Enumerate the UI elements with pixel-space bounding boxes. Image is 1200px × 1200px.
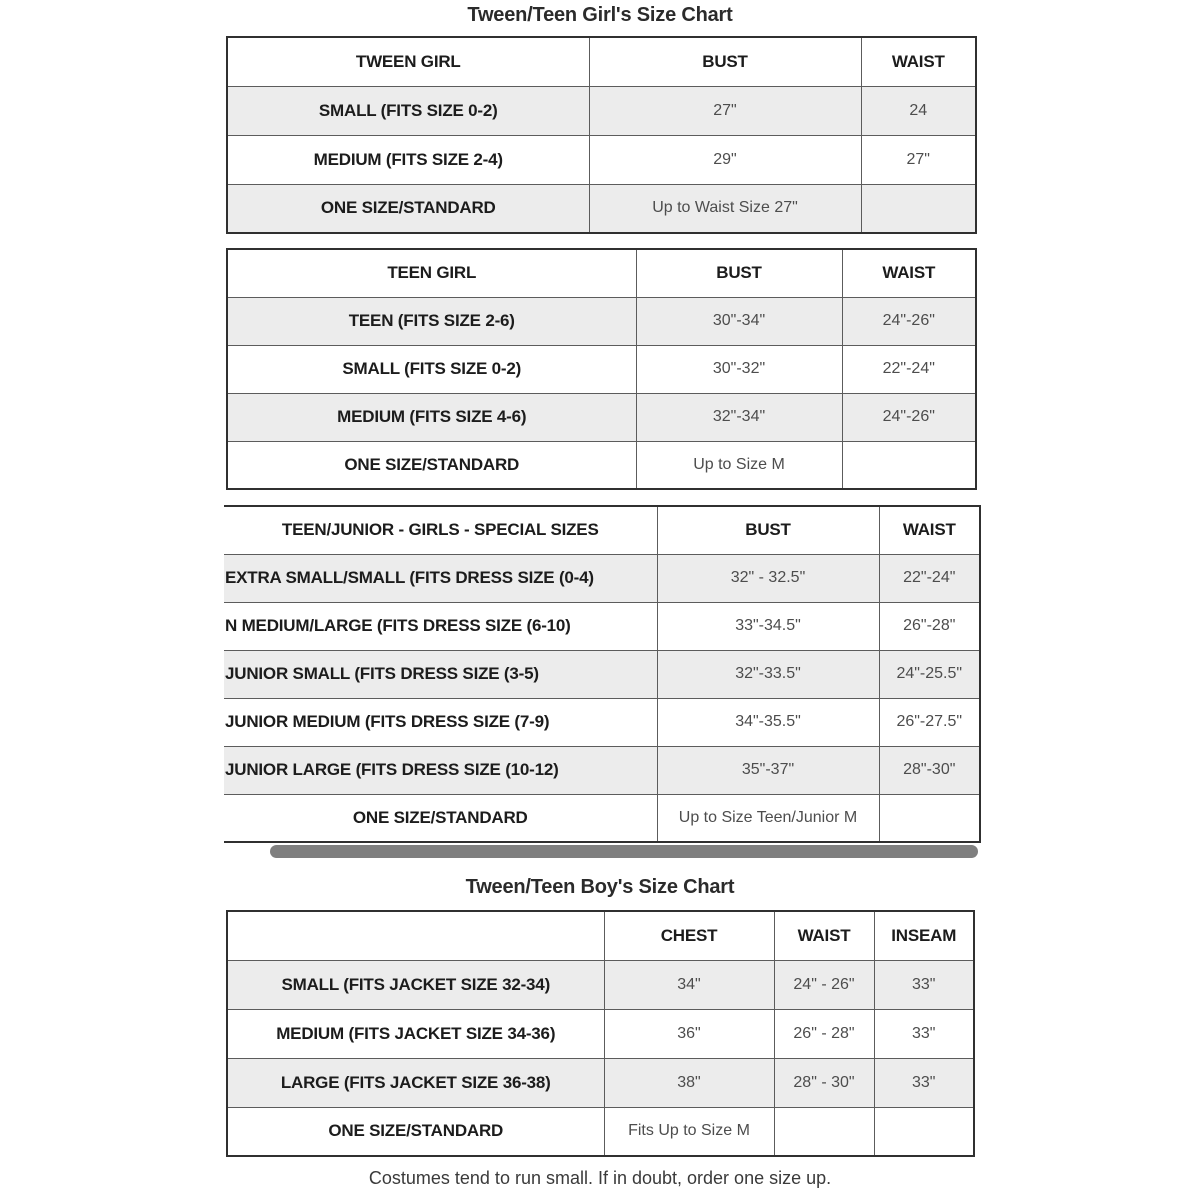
row-label-cell: LARGE (FITS JACKET SIZE 36-38)	[227, 1058, 604, 1107]
value-cell: 33"	[874, 1009, 974, 1058]
table-row	[227, 184, 976, 233]
row-label-cell: N MEDIUM/LARGE (FITS DRESS SIZE (6-10)	[224, 602, 657, 650]
table-row	[224, 554, 980, 602]
header-cell: WAIST	[861, 37, 976, 86]
table-row	[224, 650, 980, 698]
value-cell: 34"	[604, 960, 774, 1009]
tween-teen-boy-size-table	[226, 910, 975, 1157]
table-row	[227, 1107, 974, 1156]
row-label-cell: SMALL (FITS JACKET SIZE 32-34)	[227, 960, 604, 1009]
value-cell: 34"-35.5"	[657, 698, 879, 746]
header-cell: BUST	[589, 37, 861, 86]
value-cell: 26"-28"	[879, 602, 980, 650]
table-row	[224, 794, 980, 842]
header-cell: BUST	[657, 506, 879, 554]
value-cell: 36"	[604, 1009, 774, 1058]
value-cell: 22"-24"	[842, 345, 976, 393]
value-cell: 33"	[874, 960, 974, 1009]
value-cell: Fits Up to Size M	[604, 1107, 774, 1156]
value-cell: 38"	[604, 1058, 774, 1107]
header-cell: TWEEN GIRL	[227, 37, 589, 86]
header-cell: WAIST	[842, 249, 976, 297]
boys-size-chart-title: Tween/Teen Boy's Size Chart	[465, 876, 735, 898]
value-cell	[861, 184, 976, 233]
row-label-cell: ONE SIZE/STANDARD	[227, 441, 636, 489]
table-row	[227, 393, 976, 441]
value-cell: 27"	[589, 86, 861, 135]
row-label-cell: TEEN (FITS SIZE 2-6)	[227, 297, 636, 345]
value-cell: Up to Size M	[636, 441, 842, 489]
table-row	[227, 1009, 974, 1058]
value-cell: 24" - 26"	[774, 960, 874, 1009]
row-label-cell: SMALL (FITS SIZE 0-2)	[227, 86, 589, 135]
row-label-cell: MEDIUM (FITS JACKET SIZE 34-36)	[227, 1009, 604, 1058]
table-row	[227, 86, 976, 135]
table-row	[224, 602, 980, 650]
header-cell	[227, 911, 604, 960]
value-cell: 22"-24"	[879, 554, 980, 602]
header-cell: WAIST	[774, 911, 874, 960]
row-label-cell: JUNIOR SMALL (FITS DRESS SIZE (3-5)	[224, 650, 657, 698]
row-label-cell: SMALL (FITS SIZE 0-2)	[227, 345, 636, 393]
table-row	[227, 135, 976, 184]
row-label-cell: MEDIUM (FITS SIZE 4-6)	[227, 393, 636, 441]
header-row	[224, 506, 980, 554]
table-row	[224, 746, 980, 794]
horizontal-scrollbar-thumb[interactable]	[270, 845, 978, 858]
value-cell: 26" - 28"	[774, 1009, 874, 1058]
table-row	[227, 960, 974, 1009]
value-cell: 32"-33.5"	[657, 650, 879, 698]
value-cell: Up to Size Teen/Junior M	[657, 794, 879, 842]
value-cell: 28" - 30"	[774, 1058, 874, 1107]
table-row	[227, 297, 976, 345]
table-row	[227, 441, 976, 489]
teen-girl-size-table	[226, 248, 977, 490]
tween-girl-size-table	[226, 36, 977, 234]
row-label-cell: ONE SIZE/STANDARD	[224, 794, 657, 842]
row-label-cell: JUNIOR LARGE (FITS DRESS SIZE (10-12)	[224, 746, 657, 794]
value-cell: 27"	[861, 135, 976, 184]
value-cell: 32" - 32.5"	[657, 554, 879, 602]
girls-size-chart-title: Tween/Teen Girl's Size Chart	[467, 4, 733, 26]
value-cell	[879, 794, 980, 842]
value-cell: 24"-26"	[842, 393, 976, 441]
header-row	[227, 911, 974, 960]
value-cell: 30"-32"	[636, 345, 842, 393]
header-row	[227, 37, 976, 86]
row-label-cell: EXTRA SMALL/SMALL (FITS DRESS SIZE (0-4)	[224, 554, 657, 602]
value-cell: 33"	[874, 1058, 974, 1107]
teen-junior-special-sizes-table	[224, 505, 981, 843]
header-cell: INSEAM	[874, 911, 974, 960]
value-cell: 30"-34"	[636, 297, 842, 345]
value-cell	[842, 441, 976, 489]
header-cell: CHEST	[604, 911, 774, 960]
header-cell: TEEN GIRL	[227, 249, 636, 297]
sizing-footnote: Costumes tend to run small. If in doubt, order one size up.	[368, 1168, 832, 1188]
table-row	[224, 698, 980, 746]
header-row	[227, 249, 976, 297]
header-cell: WAIST	[879, 506, 980, 554]
table-row	[227, 345, 976, 393]
value-cell: 29"	[589, 135, 861, 184]
value-cell: 24"-25.5"	[879, 650, 980, 698]
header-cell: TEEN/JUNIOR - GIRLS - SPECIAL SIZES	[224, 506, 657, 554]
value-cell	[774, 1107, 874, 1156]
row-label-cell: JUNIOR MEDIUM (FITS DRESS SIZE (7-9)	[224, 698, 657, 746]
value-cell: 26"-27.5"	[879, 698, 980, 746]
value-cell	[874, 1107, 974, 1156]
row-label-cell: ONE SIZE/STANDARD	[227, 184, 589, 233]
table-row	[227, 1058, 974, 1107]
value-cell: 33"-34.5"	[657, 602, 879, 650]
row-label-cell: MEDIUM (FITS SIZE 2-4)	[227, 135, 589, 184]
value-cell: 28"-30"	[879, 746, 980, 794]
row-label-cell: ONE SIZE/STANDARD	[227, 1107, 604, 1156]
header-cell: BUST	[636, 249, 842, 297]
value-cell: 24	[861, 86, 976, 135]
value-cell: Up to Waist Size 27"	[589, 184, 861, 233]
value-cell: 32"-34"	[636, 393, 842, 441]
value-cell: 35"-37"	[657, 746, 879, 794]
value-cell: 24"-26"	[842, 297, 976, 345]
